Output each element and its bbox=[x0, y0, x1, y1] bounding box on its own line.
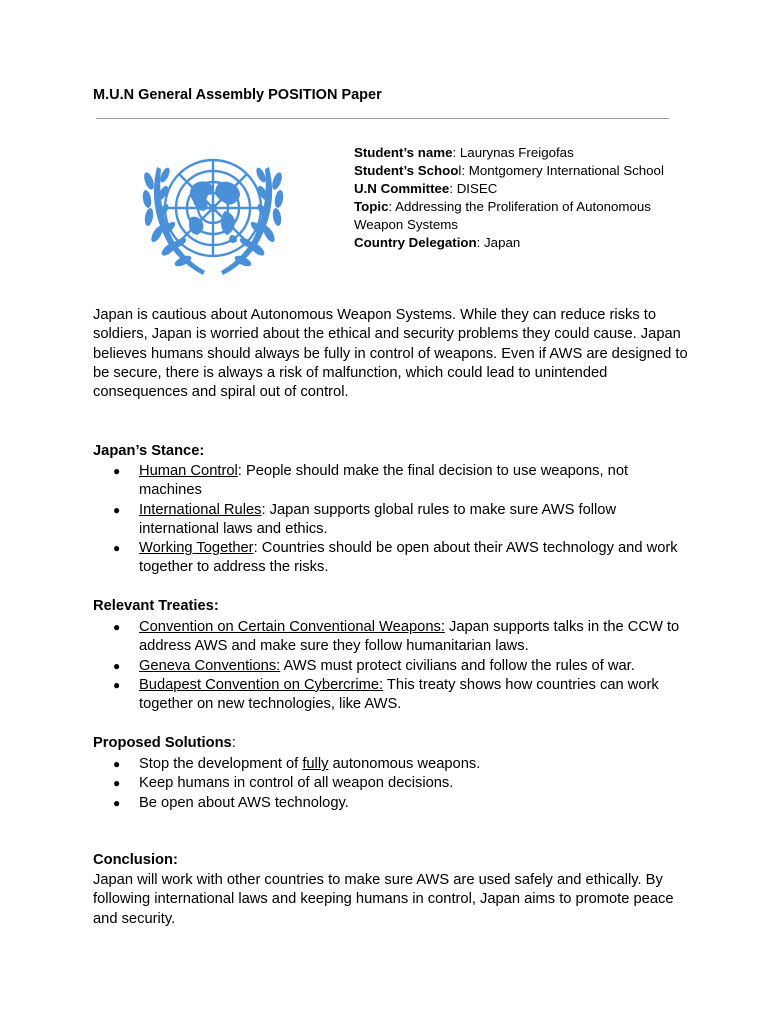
topic-label: Topic bbox=[354, 199, 389, 214]
title-divider bbox=[96, 118, 669, 119]
list-item bbox=[93, 676, 693, 715]
bullet-icon: ● bbox=[113, 541, 121, 556]
committee-row bbox=[354, 180, 684, 198]
document-title: M.U.N General Assembly POSITION Paper bbox=[93, 87, 382, 103]
bullet-icon: ● bbox=[113, 795, 121, 810]
un-emblem-icon bbox=[135, 145, 291, 280]
intro-paragraph: Japan is cautious about Autonomous Weapon Systems. While they can reduce risks to soldiers, Japan is worried about the ethical and security problems they could cause. Japan believes humans should always be fully in control of weapons. Even if AWS are designed to be secure, there is always a risk of malfunction, which could lead to unintended consequences and spiral out of control. bbox=[93, 307, 688, 401]
treaty-text: Japan supports talks in the CCW to address AWS and make sure they follow humanitarian laws. bbox=[139, 619, 680, 655]
solutions-heading bbox=[93, 735, 236, 751]
committee-label: U.N Committee bbox=[354, 181, 450, 196]
student-school-label: Student’s Schoo bbox=[354, 163, 459, 178]
bullet-icon: ● bbox=[113, 620, 121, 634]
stance-term: International Rules bbox=[139, 501, 262, 518]
solution-text: Keep humans in control of all weapon decisions. bbox=[139, 775, 454, 792]
stance-term: Human Control bbox=[139, 463, 238, 479]
solutions-list bbox=[93, 755, 693, 813]
treaties-heading: Relevant Treaties: bbox=[93, 598, 219, 614]
bullet-icon: ● bbox=[113, 677, 121, 692]
stance-text: : People should make the final decision to use weapons, not machines bbox=[139, 463, 629, 499]
treaty-term: Convention on Certain Conventional Weapons: bbox=[139, 619, 445, 635]
treaty-term: Geneva Conventions: bbox=[139, 657, 281, 674]
list-item bbox=[93, 539, 693, 578]
student-name-label: Student’s name bbox=[354, 145, 453, 160]
list-item bbox=[93, 755, 693, 774]
solutions-heading-colon: : bbox=[231, 735, 236, 751]
bullet-icon: ● bbox=[113, 658, 121, 673]
student-name-value: : Laurynas Freigofas bbox=[452, 145, 574, 160]
treaty-text: AWS must protect civilians and follow the rules of war. bbox=[280, 657, 635, 674]
delegation-value: : Japan bbox=[476, 235, 521, 250]
topic-value: : Addressing the Proliferation of Autonomous Weapon Systems bbox=[354, 199, 651, 232]
stance-term: Working Together bbox=[139, 540, 254, 557]
solution-text: Be open about AWS technology. bbox=[139, 794, 349, 811]
solutions-heading-text: Proposed Solutions bbox=[93, 735, 232, 751]
bullet-icon: ● bbox=[113, 757, 121, 771]
student-school-row bbox=[354, 162, 684, 180]
conclusion-heading: Conclusion: bbox=[93, 852, 178, 868]
stance-heading: Japan’s Stance: bbox=[93, 443, 205, 459]
bullet-icon: ● bbox=[113, 502, 121, 517]
list-item bbox=[93, 774, 693, 793]
treaties-list bbox=[93, 618, 693, 714]
treaty-term: Budapest Convention on Cybercrime: bbox=[139, 676, 384, 693]
student-school-value: l: Montgomery International School bbox=[458, 163, 664, 178]
student-name-row bbox=[354, 144, 684, 162]
student-info-block bbox=[354, 144, 684, 252]
delegation-label: Country Delegation bbox=[354, 235, 477, 250]
treaty-text: This treaty shows how countries can work together on new technologies, like AWS. bbox=[139, 676, 659, 713]
committee-value: : DISEC bbox=[449, 181, 498, 196]
bullet-icon: ● bbox=[113, 776, 121, 791]
bullet-icon: ● bbox=[113, 464, 121, 478]
solution-text: Stop the development of bbox=[139, 756, 303, 772]
list-item bbox=[93, 618, 693, 657]
stance-text: : Japan supports global rules to make sure AWS follow international laws and ethics. bbox=[139, 501, 617, 537]
topic-row bbox=[354, 198, 684, 234]
stance-list bbox=[93, 462, 693, 578]
conclusion-paragraph: Japan will work with other countries to make sure AWS are used safely and ethically. By following international laws and keeping humans in control, Japan aims to promote peace and security. bbox=[93, 872, 674, 927]
list-item bbox=[93, 657, 693, 676]
list-item bbox=[93, 462, 693, 501]
solution-text-after: autonomous weapons. bbox=[328, 756, 481, 772]
stance-text: : Countries should be open about their AWS technology and work together to address the risks. bbox=[139, 540, 678, 576]
solution-underlined: fully bbox=[302, 756, 329, 772]
list-item bbox=[93, 794, 693, 813]
delegation-row bbox=[354, 234, 684, 252]
list-item bbox=[93, 501, 693, 540]
